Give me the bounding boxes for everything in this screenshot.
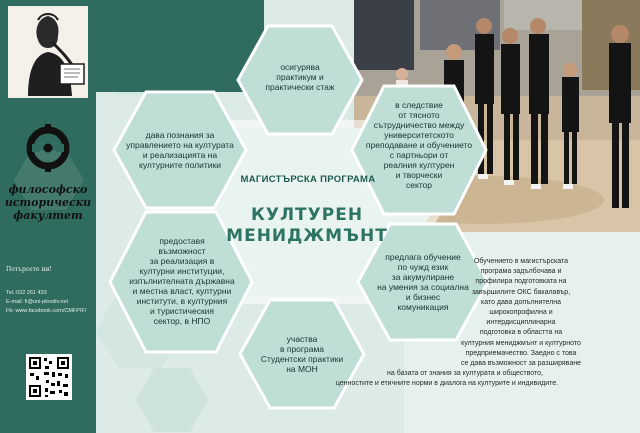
hex-text-line: реалния културен — [383, 160, 455, 170]
hex-text-line: предоставя — [159, 236, 205, 246]
contact-email: E-mail: fi@uni-plovdiv.net — [6, 299, 69, 305]
program-title-line: КУЛТУРЕН — [250, 205, 364, 225]
hex-text-line: изпълнителната държавна — [129, 276, 235, 286]
hex-text-line: институти, в културния — [136, 296, 228, 306]
description-line: подготовка в областта на — [479, 329, 563, 337]
description-line: програма задълбочава и — [480, 268, 562, 276]
hex-upper-left-text — [114, 130, 246, 170]
hex-text-line: в следствие — [395, 100, 443, 110]
hex-text-line: за реализация в — [149, 256, 215, 266]
description-line: профилира подготовката на — [475, 278, 567, 286]
hex-text-line: практически стаж — [265, 82, 335, 92]
hex-text-line: за акумулиране — [391, 272, 455, 282]
hex-text-line: управлението на културата — [126, 140, 234, 150]
description-line: завършилите ОКС бакалавър, — [471, 288, 571, 296]
hex-text-line: и реализацията на — [142, 150, 218, 160]
program-title-line: МЕНИДЖМЪНТ — [226, 226, 388, 246]
hex-text-line: практикум и — [276, 72, 324, 82]
description-line: ценностите и етичните норми в диалога на културите и индивидите. — [335, 380, 559, 388]
hex-text-line: дава познания за — [145, 130, 215, 140]
hex-text-line: с партньори от — [389, 150, 449, 160]
description-line: на базата от знания за културата и обществото, — [387, 370, 543, 378]
hex-lower-left-text — [114, 236, 250, 326]
hex-text-line: по чужд език — [397, 262, 449, 272]
hex-text-line: Студентски практики — [260, 354, 344, 364]
hex-text-line: и местна власт, културни — [132, 286, 232, 296]
description-line: предприемачество. Заедно с това — [465, 349, 577, 357]
hex-text-line: преподаване и обучението — [365, 140, 473, 150]
faculty-name-line: факултет — [13, 209, 83, 222]
hex-text-line: и бизнес — [405, 292, 441, 302]
hex-text-line: предлага обучение — [385, 252, 461, 262]
hex-text-line: сътрудничество между — [373, 120, 465, 130]
description-line: като дава допълнителна — [480, 298, 561, 306]
faculty-name-line: исторически — [4, 196, 92, 209]
hex-text-line: сектор — [405, 180, 433, 190]
description-line: Обучението в магистърската — [473, 258, 569, 265]
hex-bottom-text — [246, 334, 358, 374]
description-line: културния мениджмънт и културното — [461, 339, 581, 347]
hex-text-line: културни институции, — [139, 266, 225, 276]
hex-text-line: на МОН — [286, 364, 318, 374]
description-line: широкопрофилна и — [489, 309, 553, 317]
hex-text-line: и туристическия — [149, 306, 215, 316]
hex-top-text — [248, 62, 352, 92]
hex-text-line: комуникация — [397, 302, 449, 312]
hex-text-line: университетското — [384, 130, 454, 140]
program-subtitle: МАГИСТЪРСКА ПРОГРАМА — [240, 174, 376, 185]
hex-text-line: осигурява — [280, 62, 320, 72]
hex-text-line: на умения за социална — [377, 282, 469, 292]
hex-text-line: от тясното — [398, 110, 440, 120]
description-line: се дава възможност за разширяване — [461, 360, 581, 368]
hex-text-line: и творчески — [395, 170, 443, 180]
contact-title: Потърсете ни! — [6, 266, 52, 273]
faculty-name-line: философско — [8, 183, 88, 196]
program-title — [222, 205, 392, 247]
hex-text-line: в програма — [279, 344, 325, 354]
hex-text-line: културните политики — [139, 160, 221, 170]
contact-phone: Tel.:032 261 433 — [6, 290, 47, 296]
description-line: интердисциплинарна — [486, 319, 556, 327]
contact-facebook: Fb: www.facebook.com/CMFPIF/ — [6, 308, 87, 314]
hex-text-line: участва — [286, 334, 318, 344]
hex-text-line: възможност — [158, 246, 206, 256]
hex-text-line: сектор, в НПО — [153, 316, 211, 326]
